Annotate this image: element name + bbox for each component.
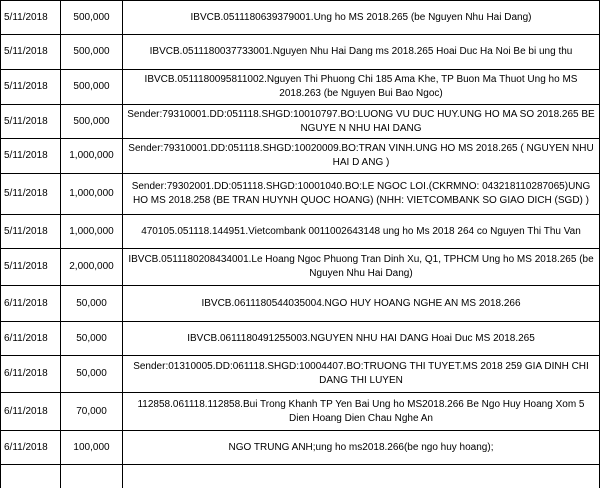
amount-cell: 2,000,000 bbox=[61, 249, 123, 286]
table-row bbox=[1, 1, 600, 35]
description-cell: Sender:79310001.DD:051118.SHGD:10020009.BO:TRAN VINH.UNG HO MS 2018.265 ( NGUYEN NHU HAI D ANG ) bbox=[123, 139, 600, 174]
date-cell: 5/11/2018 bbox=[1, 105, 61, 139]
description-cell: IBVCB.0611180544035004.NGO HUY HOANG NGHE AN MS 2018.266 bbox=[123, 286, 600, 322]
donation-table-body bbox=[1, 1, 600, 488]
table-row bbox=[1, 249, 600, 286]
description-cell: IBVCB.0511180639379001.Ung ho MS 2018.265 (be Nguyen Nhu Hai Dang) bbox=[123, 1, 600, 35]
date-cell: 5/11/2018 bbox=[1, 70, 61, 105]
table-row bbox=[1, 431, 600, 465]
amount-cell: 100,000 bbox=[61, 431, 123, 465]
table-row bbox=[1, 215, 600, 249]
date-cell bbox=[1, 465, 61, 488]
date-cell: 5/11/2018 bbox=[1, 215, 61, 249]
description-cell: NGO TRUNG ANH;ung ho ms2018.266(be ngo huy hoang); bbox=[123, 431, 600, 465]
table-row bbox=[1, 174, 600, 215]
date-cell: 6/11/2018 bbox=[1, 393, 61, 431]
amount-cell: 500,000 bbox=[61, 1, 123, 35]
amount-cell: 1,000,000 bbox=[61, 215, 123, 249]
description-cell: Sender:79302001.DD:051118.SHGD:10001040.BO:LE NGOC LOI.(CKRMNO: 043218110287065)UNG HO MS 2018.258 (BE TRAN HUYNH QUOC HOANG) (NHH: VIETCOMBANK SO GIAO DICH (SGD) ) bbox=[123, 174, 600, 215]
table-row bbox=[1, 139, 600, 174]
description-cell: IBVCB.0511180095811002.Nguyen Thi Phuong Chi 185 Ama Khe, TP Buon Ma Thuot Ung ho MS 2018.263 (be Nguyen Bui Bao Ngoc) bbox=[123, 70, 600, 105]
description-cell: 112858.061118.112858.Bui Trong Khanh TP Yen Bai Ung ho MS2018.266 Be Ngo Huy Hoang Xom 5 Dien Hoang Dien Chau Nghe An bbox=[123, 393, 600, 431]
date-cell: 6/11/2018 bbox=[1, 322, 61, 356]
description-cell: 470105.051118.144951.Vietcombank 0011002643148 ung ho Ms 2018 264 co Nguyen Thi Thu Van bbox=[123, 215, 600, 249]
amount-cell: 1,000,000 bbox=[61, 174, 123, 215]
amount-cell: 50,000 bbox=[61, 356, 123, 393]
date-cell: 5/11/2018 bbox=[1, 1, 61, 35]
table-row bbox=[1, 70, 600, 105]
amount-cell bbox=[61, 465, 123, 488]
amount-cell: 70,000 bbox=[61, 393, 123, 431]
table-row bbox=[1, 393, 600, 431]
date-cell: 5/11/2018 bbox=[1, 139, 61, 174]
description-cell: Sender:01310005.DD:061118.SHGD:10004407.BO:TRUONG THI TUYET.MS 2018 259 GIA DINH CHI DANG THI LUYEN bbox=[123, 356, 600, 393]
table-row bbox=[1, 35, 600, 70]
description-cell: IBVCB.0511180208434001.Le Hoang Ngoc Phuong Tran Dinh Xu, Q1, TPHCM Ung ho MS 2018.265 (be Nguyen Nhu Hai Dang) bbox=[123, 249, 600, 286]
table-row bbox=[1, 286, 600, 322]
amount-cell: 500,000 bbox=[61, 70, 123, 105]
date-cell: 5/11/2018 bbox=[1, 174, 61, 215]
description-cell: Sender:79310001.DD:051118.SHGD:10010797.BO:LUONG VU DUC HUY.UNG HO MA SO 2018.265 BE NGUYE N NHU HAI DANG bbox=[123, 105, 600, 139]
date-cell: 5/11/2018 bbox=[1, 35, 61, 70]
description-cell: IBVCB.0511180037733001.Nguyen Nhu Hai Dang ms 2018.265 Hoai Duc Ha Noi Be bi ung thu bbox=[123, 35, 600, 70]
table-row bbox=[1, 105, 600, 139]
table-row bbox=[1, 356, 600, 393]
date-cell: 5/11/2018 bbox=[1, 249, 61, 286]
table-row bbox=[1, 322, 600, 356]
date-cell: 6/11/2018 bbox=[1, 431, 61, 465]
description-cell bbox=[123, 465, 600, 488]
date-cell: 6/11/2018 bbox=[1, 286, 61, 322]
description-cell: IBVCB.0611180491255003.NGUYEN NHU HAI DANG Hoai Duc MS 2018.265 bbox=[123, 322, 600, 356]
date-cell: 6/11/2018 bbox=[1, 356, 61, 393]
amount-cell: 1,000,000 bbox=[61, 139, 123, 174]
amount-cell: 500,000 bbox=[61, 35, 123, 70]
amount-cell: 50,000 bbox=[61, 286, 123, 322]
table-row bbox=[1, 465, 600, 488]
amount-cell: 500,000 bbox=[61, 105, 123, 139]
amount-cell: 50,000 bbox=[61, 322, 123, 356]
